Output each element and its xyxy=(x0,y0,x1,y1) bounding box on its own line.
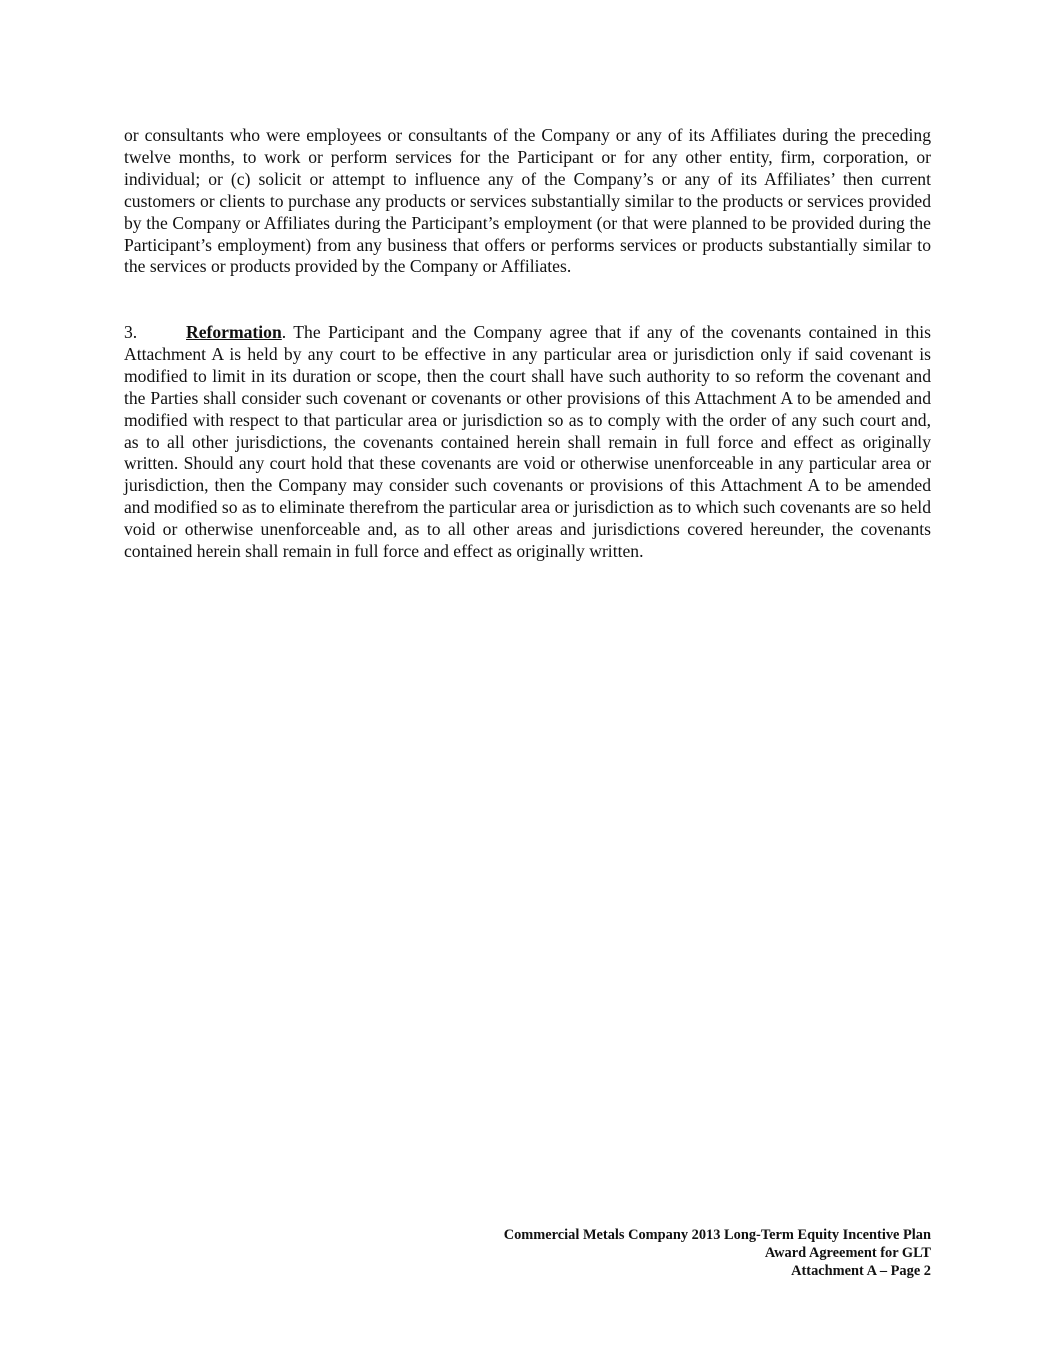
footer-agreement-title: Award Agreement for GLT xyxy=(764,1245,931,1262)
footer-page-label: Attachment A – Page 2 xyxy=(791,1263,931,1280)
section-heading-punctuation: . xyxy=(281,322,287,342)
footer-plan-title: Commercial Metals Company 2013 Long-Term Equity Incentive Plan xyxy=(503,1227,931,1243)
section-3-reformation xyxy=(124,322,931,563)
continuation-paragraph: or consultants who were employees or consultants of the Company or any of its Affiliates during the preceding twelve months, to work or perform services for the Participant or for any other entity, firm, corporation, or individual; or (c) solicit or attempt to influence any of the Company’s or any of its Affiliates’ then current customers or clients to purchase any products or services substantially similar to the products or services provided by the Company or Affiliates during the Participant’s employment (or that were planned to be provided during the Participant’s employment) from any business that offers or performs services or products substantially similar to the services or products provided by the Company or Affiliates. xyxy=(124,125,931,277)
page-footer xyxy=(411,1226,931,1281)
section-number: 3. xyxy=(124,322,138,342)
section-body-text: The Participant and the Company agree that if any of the covenants contained in this Attachment A is held by any court to be effective in any particular area or jurisdiction only if said covenant is modified to limit in its duration or scope, then the court shall have such authority to so reform the covenant and the Parties shall consider such covenant or covenants or other provisions of this Attachment A to be amended and modified with respect to that particular area or jurisdiction so as to comply with the order of any such court and, as to all other jurisdictions, the covenants contained herein shall remain in full force and effect as originally written. Should any court hold that these covenants are void or otherwise unenforceable in any particular area or jurisdiction, then the Company may consider such covenants or provisions of this Attachment A to be amended and modified so as to eliminate therefrom the particular area or jurisdiction as to which such covenants are so held void or otherwise unenforceable and, as to all other areas and jurisdictions covered hereunder, the covenants contained herein shall remain in full force and effect as originally written. xyxy=(124,322,931,562)
section-heading: Reformation xyxy=(186,322,282,342)
